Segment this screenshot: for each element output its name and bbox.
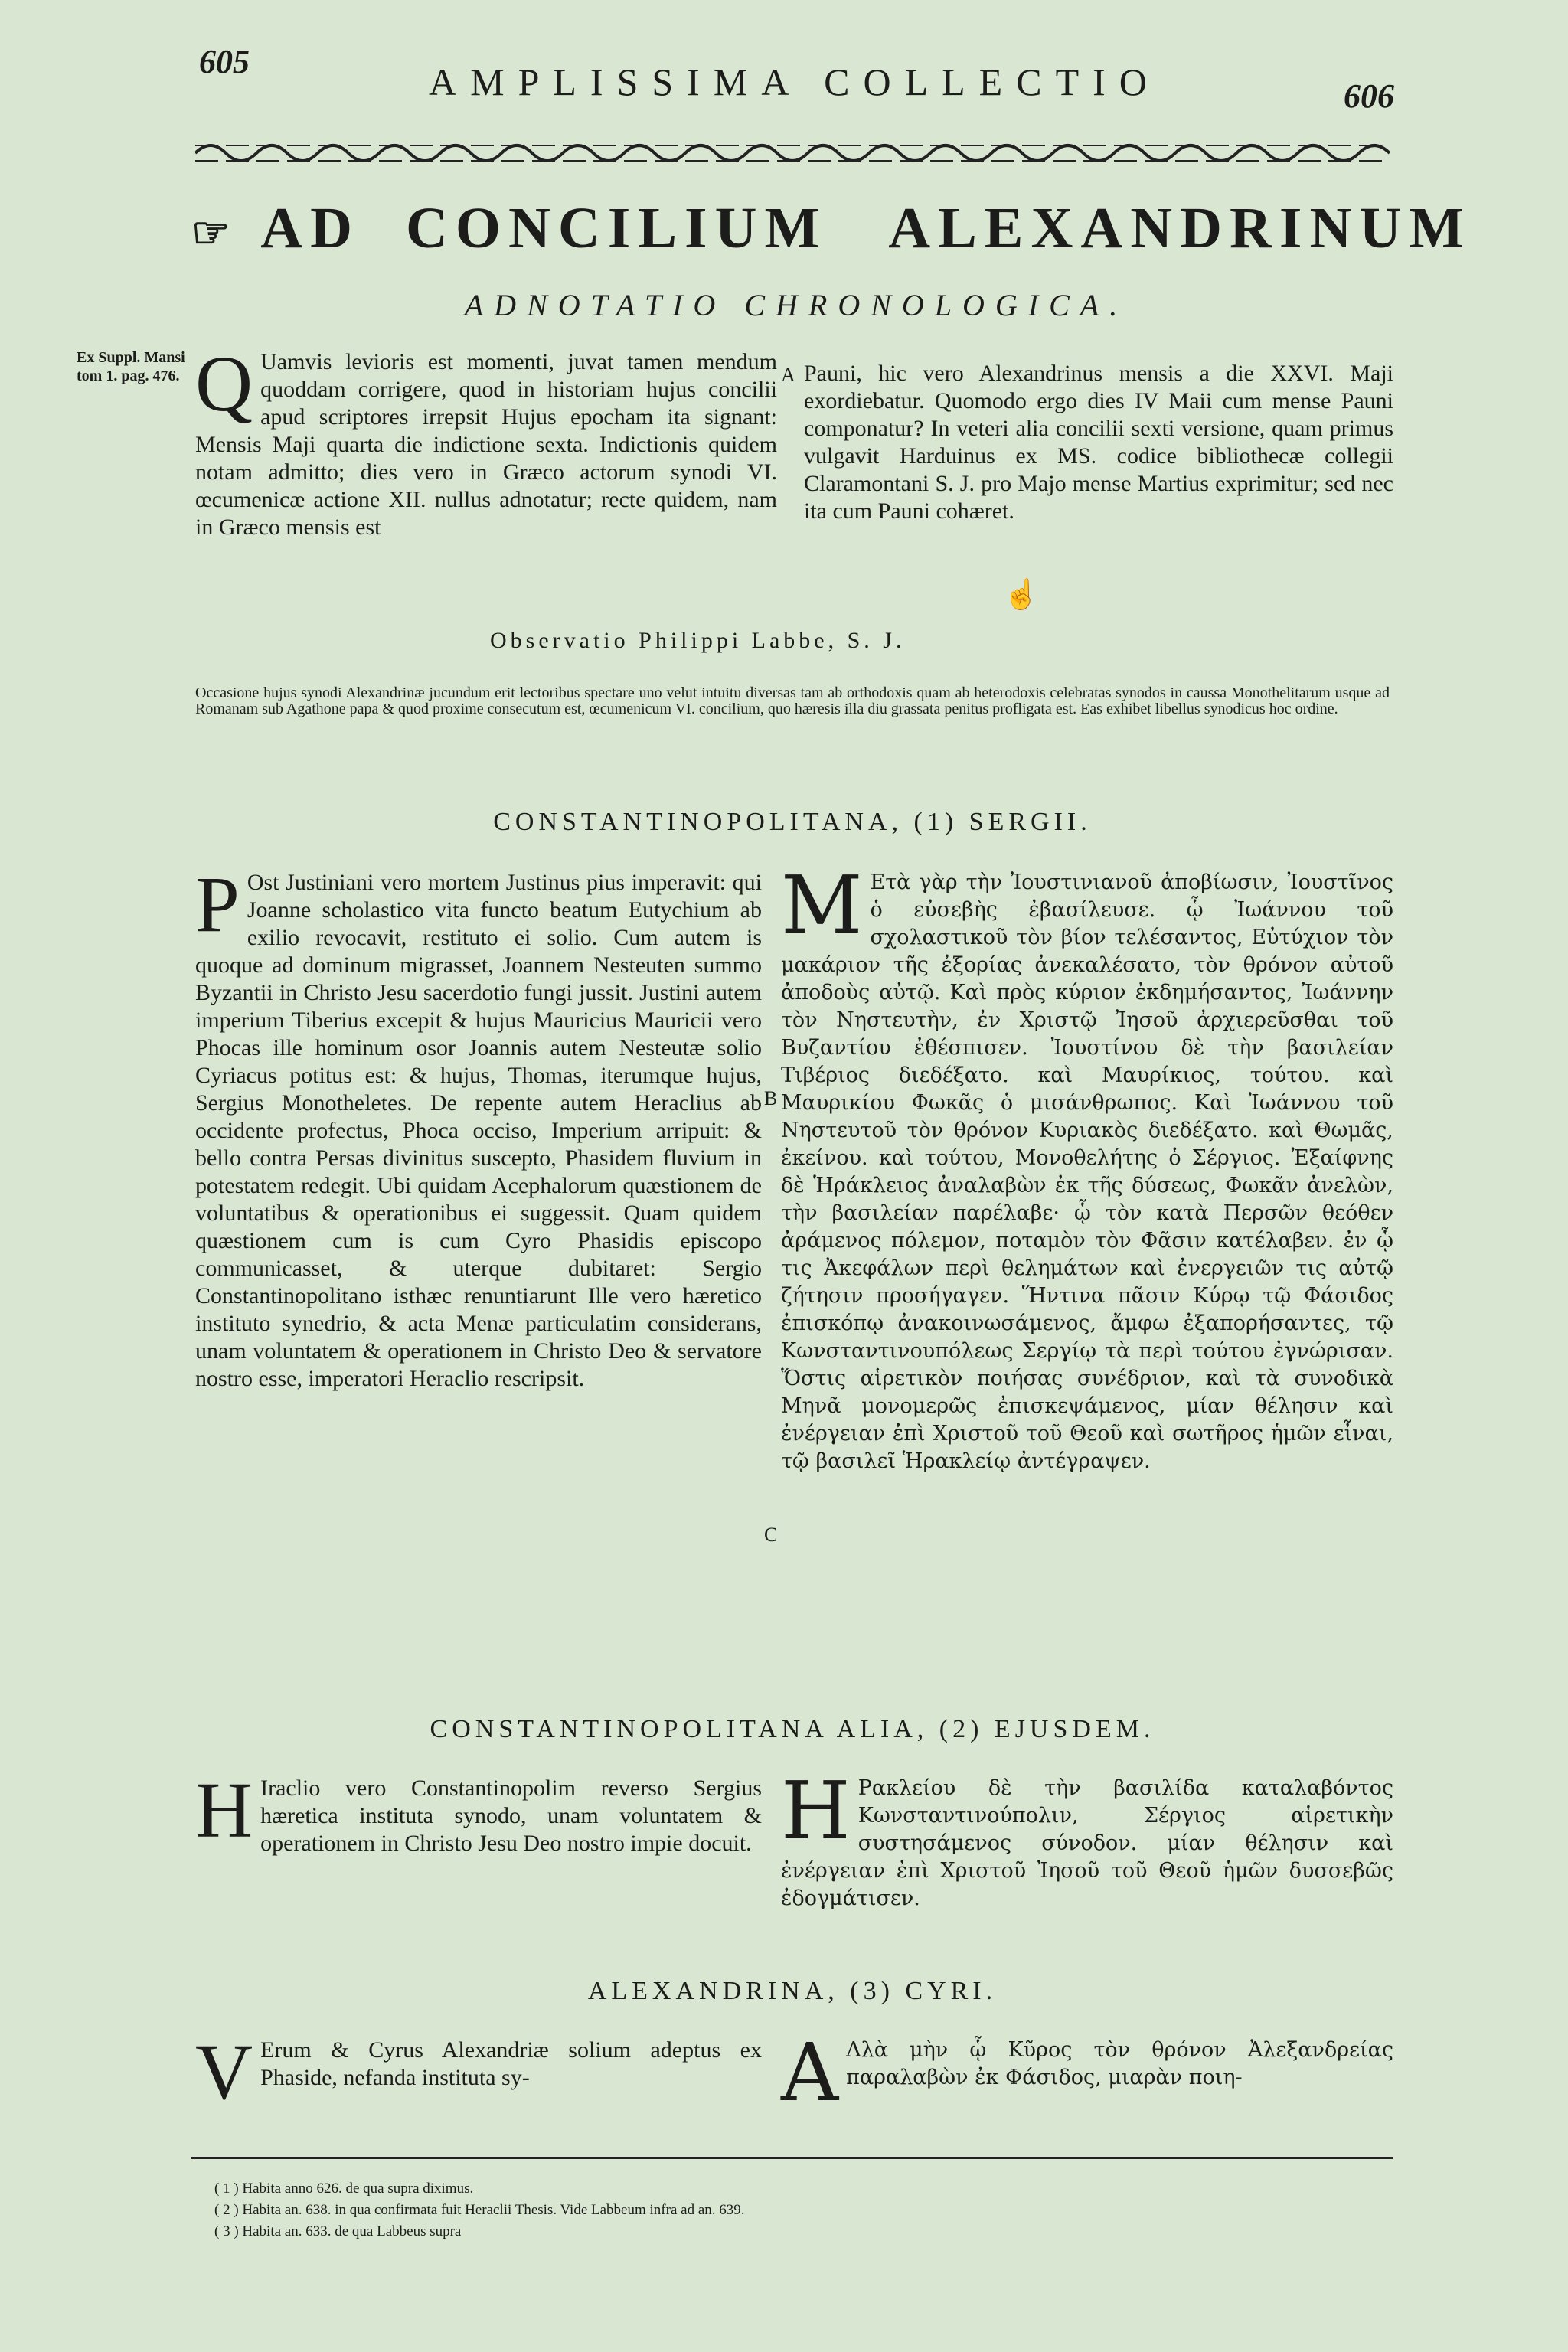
footnote-rule [191, 2157, 1393, 2159]
document-subtitle: ADNOTATIO CHRONOLOGICA. [464, 288, 1129, 322]
drop-cap: H [195, 1766, 253, 1854]
latin-text: Iraclio vero Constantinopolim reverso Sergius hæretica instituta synodo, unam voluntatem & operationem in Christo Jesu Deo nostro impie docuit. [260, 1775, 762, 1856]
drop-cap: P [195, 861, 240, 949]
greek-column [781, 2026, 1393, 2119]
margin-letter: C [764, 1524, 778, 1546]
margin-letter: B [764, 1087, 778, 1109]
drop-cap: Α [781, 2026, 839, 2119]
title-word-concilium: CONCILIUM [405, 196, 828, 260]
footnote: ( 3 ) Habita an. 633. de qua Labbeus supra [214, 2223, 462, 2239]
section-heading: CONSTANTINOPOLITANA ALIA, (2) EJUSDEM. [430, 1715, 1155, 1743]
footnote: ( 1 ) Habita anno 626. de qua supra diximus. [214, 2180, 474, 2197]
margin-note: Ex Suppl. Mansi tom 1. pag. 476. [77, 349, 185, 384]
pointing-hand-icon: ☞ [191, 210, 230, 257]
latin-column [195, 2028, 762, 2116]
section-heading: CONSTANTINOPOLITANA, (1) SERGII. [493, 808, 1092, 836]
greek-column [781, 858, 1393, 1475]
title-word-alexandrinum: ALEXANDRINUM [888, 196, 1472, 260]
section-heading: ALEXANDRINA, (3) CYRI. [587, 1977, 998, 2005]
page-number-left: 605 [199, 43, 250, 80]
latin-column [195, 1766, 762, 1857]
greek-column [781, 1764, 1393, 1913]
greek-text: Ρακλείου δὲ τὴν βασιλίδα καταλαβόντος Κωνσταντινούπολιν, Σέργιος αἱρετικὴν συστησάμενος σύνοδον. μίαν θέλησιν καὶ ἐνέργειαν ἐπὶ Χριστοῦ Ἰησοῦ τοῦ Θεοῦ ἡμῶν δυσσεβῶς ἐδογμάτισεν. [781, 1776, 1393, 1910]
running-title: AMPLISSIMA COLLECTIO [429, 60, 1161, 103]
document-title [191, 195, 1472, 262]
latin-text: Erum & Cyrus Alexandriæ solium adeptus ex Phaside, nefanda instituta sy- [260, 2037, 762, 2090]
observatio-text: Occasione hujus synodi Alexandrinæ jucundum erit lectoribus spectare uno velut intuitu diversas tam ab orthodoxis quam ab heterodoxis celebratas synodos in caussa Monothelitarum usque ad Romanam sub Agathone papa & quod proxime consecutum est, œcumenicum VI. concilium, quo hæresis illa diu grassata penitus profligata est. Eas exhibet libellus synodicus hoc ordine. [195, 684, 1390, 717]
observatio-heading: Observatio Philippi Labbe, S. J. [490, 628, 906, 653]
ornamental-rule [195, 134, 1390, 172]
greek-text: Ετὰ γὰρ τὴν Ἰουστινιανοῦ ἀποβίωσιν, Ἰουστῖνος ὁ εὐσεβὴς ἐβασίλευσε. ᾧ Ἰωάννου τοῦ σχολαστικοῦ τὸν βίον τελέσαντος, Εὐτύχιον τὸν μακάριον τῆς ἐξορίας ἀνεκαλέσατο, τὸν θρόνον αὐτοῦ ἀποδοὺς αὐτῷ. Καὶ πρὸς κύριον ἐκδημήσαντος, Ἰωάννην τὸν Νηστευτὴν, ἐν Χριστῷ Ἰησοῦ ἀρχιερεῦσθαι τοῦ Βυζαντίου ἐθέσπισεν. Ἰουστίνου δὲ τὴν βασιλείαν Τιβέριος διεδέξατο. καὶ Μαυρίκιος, τούτου. καὶ Μαυρικίου Φωκᾶς ὁ μισάνθρωπος. Καὶ Ἰωάννου τοῦ Νηστευτοῦ τὸν θρόνον Κυριακὸς διεδέξατο. καὶ Θωμᾶς, ἐκείνου. καὶ τούτου, Μονοθελήτης ὁ Σέργιος. Ἐξαίφνης δὲ Ἡράκλειος ἀναλαβὼν ἐκ τῆς δύσεως, Φωκᾶν ἀνελὼν, τὴν βασιλείαν παρέλαβε· ᾧ τὸν κατὰ Περσῶν θεόθεν ἀράμενος πόλεμον, ποταμὸν τὸν Φᾶσιν κατέλαβεν. ἐν ᾧ τις Ἀκεφάλων περὶ θελημάτων καὶ ἐνεργειῶν τις αὐτῷ ζήτησιν προσήγαγεν. Ἥντινα πᾶσιν Κύρῳ τῷ Φάσιδος ἐπισκόπῳ ἀνακοινωσάμενος, ἄμφω ἐξαπορήσαντες, τῷ Κωνσταντινουπόλεως Σεργίῳ τὰ περὶ τούτου ἐγνώρισαν. Ὅστις αἱρετικὸν ποιήσας συνέδριον, καὶ τὰ συνοδικὰ Μηνᾶ μονομερῶς ἐπισκεψάμενος, μίαν θέλησιν καὶ ἐνέργειαν ἐπὶ Χριστοῦ τοῦ Θεοῦ καὶ σωτῆρος ἡμῶν εἶναι, τῷ βασιλεῖ Ἡρακλείῳ ἀντέγραψεν. [781, 871, 1393, 1473]
margin-letter: A [781, 364, 795, 386]
drop-cap: Η [781, 1764, 851, 1857]
page-number-right: 606 [1344, 77, 1394, 115]
adnotatio-right-text: Pauni, hic vero Alexandrinus mensis a die XXVI. Maji exordiebatur. Quomodo ergo dies IV Maii cum mense Pauni componatur? In veteri alia concilii sexti versione, quam primus vulgavit Harduinus ex MS. codice bibliothecæ collegii Claramontani S. J. pro Majo mense Martius exprimitur; sed nec ita cum Pauni cohæret. [804, 361, 1393, 524]
footnote: ( 2 ) Habita an. 638. in qua confirmata fuit Heraclii Thesis. Vide Labbeum infra ad an. 639. [214, 2202, 745, 2218]
drop-cap: Q [195, 340, 253, 428]
greek-text: Λλὰ μὴν ᾧ Κῦρος τὸν θρόνον Ἀλεξανδρείας παραλαβὼν ἐκ Φάσιδος, μιαρὰν ποιη- [846, 2038, 1393, 2089]
title-word-ad: AD [260, 196, 360, 260]
drop-cap: V [195, 2028, 253, 2116]
latin-text: Ost Justiniani vero mortem Justinus pius imperavit: qui Joanne scholastico vita functo beatum Eutychium ab exilio revocavit, restituto ei solio. Cum autem is quoque ad dominum migrasset, Joannem Nesteuten summo Byzantii in Christo Jesu sacerdotio fungi jussit. Justini autem imperium Tiberius excepit & hujus Mauricius Mauricii vero Phocas ille hominum osor Joannis autem Nesteutæ solio Cyriacus potitus est: & hujus, Thomas, iterumque hujus, Sergius Monotheletes. De repente autem Heraclius ab occidente profectus, Phoca occiso, Imperium arripuit: & bello contra Persas divinitus suscepto, Phasidem fluvium in potestatem redegit. Ubi quidam Acephalorum quæstionem de voluntatibus & operationibus ei suggessit. Quam quidem quæstionem cum is cum Cyro Phasidis episcopo communicasset, & uterque dubitaret: Sergio Constantinopolitano isthæc renuntiarunt Ille vero hæretico instituto synedrio, & acta Menæ particulatim considerans, unam voluntatem & operationem in Christo Deo & servatore nostro esse, imperatori Heraclio rescripsit. [195, 870, 762, 1391]
drop-cap: Μ [781, 858, 863, 952]
latin-column [195, 861, 762, 1393]
pointing-hand-ornament: ☝ [1003, 579, 1040, 611]
adnotatio-left-text: Uamvis levioris est momenti, juvat tamen mendum quoddam corrigere, quod in historiam hujus concilii apud scriptores irrepsit Hujus epocham ita signant: Mensis Maji quarta die indictione sexta. Indictionis quidem notam admitto; dies vero in Græco actorum synodi VI. œcumenicæ actione XII. nullus adnotatur; recte quidem, nam in Græco mensis est [195, 349, 777, 540]
adnotatio-right-column [804, 360, 1393, 525]
adnotatio-left-column [195, 340, 777, 541]
